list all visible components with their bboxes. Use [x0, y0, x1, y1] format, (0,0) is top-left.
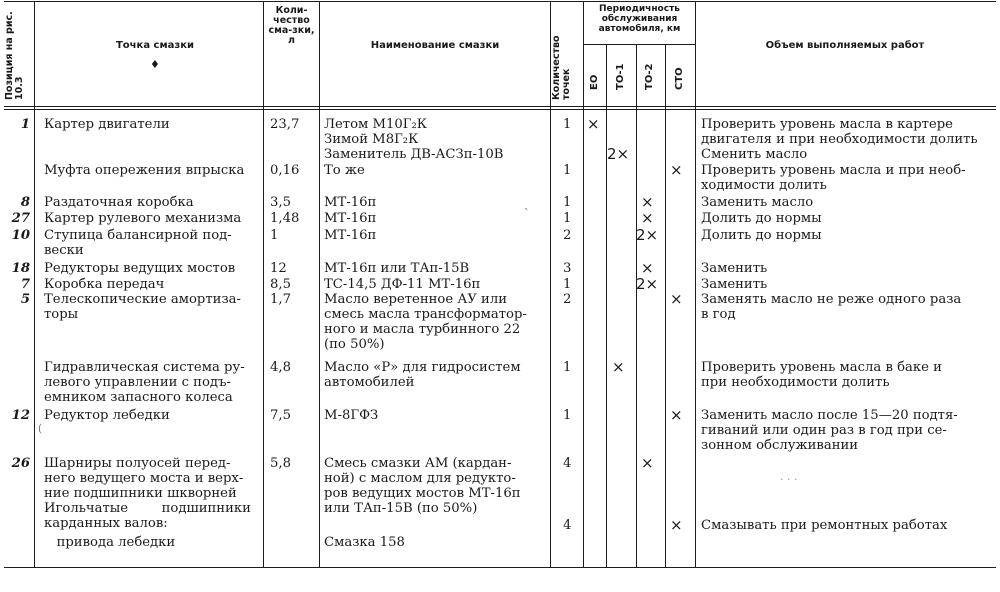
row11-name-6: Смазка 158: [324, 535, 405, 550]
row1-pos: 1: [20, 117, 30, 132]
header-work: Объем выполняемых работ: [765, 40, 925, 51]
row5-work: Долить до нормы: [701, 228, 822, 243]
col-rule-7: [636, 44, 637, 567]
table-top-rule: [4, 1, 996, 2]
row8-sto-mark: ×: [670, 290, 683, 308]
row5-point-2: вески: [44, 243, 84, 258]
row5-point-1: Ступица балансирной под-: [44, 228, 232, 243]
row7-qty: 8,5: [270, 277, 291, 292]
row8-name-2: смесь масла трансформатор-: [324, 307, 527, 322]
row1-name-1: Летом М10Г₂К: [324, 117, 428, 132]
header-sto: СТО: [674, 67, 685, 90]
row11-point-2: него ведущего моста и верх-: [44, 471, 244, 486]
row4-name: МТ-16п: [324, 211, 377, 226]
header-to1: ТО-1: [615, 63, 626, 90]
row9-point-3: емником запасного колеса: [44, 390, 233, 405]
row11-point-6: привода лебедки: [44, 535, 176, 550]
periodicity-sub-rule: [583, 44, 695, 45]
row10-work-2: гиваний или один раз в год при се-: [701, 423, 947, 438]
row11-name-4: или ТАп-15В (по 50%): [324, 501, 478, 516]
row1-name-3: Заменитель ДВ-АСЗп-10В: [324, 147, 504, 162]
header-eo: ЕО: [589, 74, 600, 90]
row4-work: Долить до нормы: [701, 211, 822, 226]
col-rule-6: [606, 44, 607, 567]
row9-name-2: автомобилей: [324, 375, 415, 390]
col-rule-3: [319, 1, 320, 567]
row7-point: Коробка передач: [44, 277, 165, 292]
row1-name-2: Зимой М8Г₂К: [324, 132, 419, 147]
col-rule-8: [665, 44, 666, 567]
row2-work-3: ходимости долить: [701, 178, 827, 193]
row11-name-1: Смесь смазки АМ (кардан-: [324, 456, 512, 471]
row9-point-1: Гидравлическая система ру-: [44, 360, 245, 375]
row6-point: Редукторы ведущих мостов: [44, 261, 236, 276]
col-rule-5: [583, 1, 584, 567]
row8-work-2: в год: [701, 307, 736, 322]
header-to2: ТО-2: [644, 63, 655, 90]
row4-qty: 1,48: [270, 211, 300, 226]
header-mark: ♦: [150, 58, 160, 71]
row3-to2-mark: ×: [641, 193, 654, 211]
row6-to2-mark: ×: [641, 259, 654, 277]
header-name: Наименование смазки: [370, 40, 500, 51]
header-point: Точка смазки: [115, 40, 195, 51]
row8-cnt: 2: [563, 292, 572, 307]
table-bottom-rule: [4, 567, 996, 568]
row9-work-1: Проверить уровень масла в баке и: [701, 360, 942, 375]
row5-pos: 10: [11, 228, 30, 243]
scan-speck: . . .: [780, 470, 798, 483]
row7-work: Заменить: [701, 277, 768, 292]
row1-work-3: Сменить масло: [701, 147, 808, 162]
row9-to1-mark: ×: [612, 358, 625, 376]
row10-work-1: Заменить масло после 15—20 подтя-: [701, 408, 958, 423]
row5-cnt: 2: [563, 228, 572, 243]
header-points-count: Количество точек: [551, 35, 572, 100]
row1-eo-mark: ×: [587, 115, 600, 133]
row6-work: Заменить: [701, 261, 768, 276]
row10-qty: 7,5: [270, 408, 291, 423]
row2-name: То же: [324, 163, 365, 178]
row3-qty: 3,5: [270, 195, 291, 210]
header-position: Позиция на рис. 10.3: [4, 11, 25, 100]
row5-qty: 1: [270, 228, 279, 243]
row6-cnt: 3: [563, 261, 572, 276]
row10-point: Редуктор лебедки: [44, 408, 170, 423]
row10-name: М-8ГФЗ: [324, 408, 379, 423]
header-double-rule: [4, 109, 996, 110]
row7-to2-mark: 2×: [636, 275, 659, 293]
row11-point-1: Шарниры полуосей перед-: [44, 456, 231, 471]
row10-sto-mark: ×: [670, 406, 683, 424]
row3-cnt: 1: [563, 195, 572, 210]
row11-point-3: ние подшипники шкворней: [44, 486, 237, 501]
col-rule-9: [695, 1, 696, 567]
scan-speck: (: [38, 422, 43, 435]
row11-point-4: Игольчатые подшипники: [44, 501, 251, 516]
row8-work-1: Заменять масло не реже одного раза: [701, 292, 962, 307]
row4-pos: 27: [11, 211, 30, 226]
row10-cnt: 1: [563, 408, 572, 423]
row11-cnt2: 4: [563, 518, 572, 533]
row2-qty: 0,16: [270, 163, 300, 178]
row9-point-2: левого управлении с подъ-: [44, 375, 231, 390]
row11-work: Смазывать при ремонтных работах: [701, 518, 948, 533]
col-rule-2: [263, 1, 264, 567]
row5-to2-mark: 2×: [636, 226, 659, 244]
row4-to2-mark: ×: [641, 209, 654, 227]
row9-name-1: Масло «Р» для гидросистем: [324, 360, 521, 375]
row6-name: МТ-16п или ТАп-15В: [324, 261, 470, 276]
row3-pos: 8: [20, 195, 30, 210]
row2-point: Муфта опережения впрыска: [44, 163, 245, 178]
row1-work-2: двигателя и при необходимости долить: [701, 132, 978, 147]
row9-work-2: при необходимости долить: [701, 375, 890, 390]
scan-speck: `: [524, 207, 530, 220]
header-periodicity: Периодичность обслуживания автомобиля, км: [598, 4, 681, 34]
row6-pos: 18: [11, 261, 30, 276]
row11-sto-mark: ×: [670, 516, 683, 534]
row11-point-5: карданных валов:: [44, 516, 168, 531]
row11-to2-mark: ×: [641, 454, 654, 472]
row7-pos: 7: [20, 277, 30, 292]
row11-name-3: ров ведущих мостов МТ-16п: [324, 486, 521, 501]
row11-pos: 26: [11, 456, 30, 471]
row10-work-3: зонном обслуживании: [701, 438, 859, 453]
row4-cnt: 1: [563, 211, 572, 226]
row8-point-2: торы: [44, 307, 79, 322]
row11-qty: 5,8: [270, 456, 291, 471]
row3-point: Раздаточная коробка: [44, 195, 194, 210]
row8-name-3: ного и масла турбинного 22: [324, 322, 521, 337]
row1-qty: 23,7: [270, 117, 300, 132]
row1-cnt: 1: [563, 117, 572, 132]
header-quantity: Коли-чество сма-зки, л: [268, 5, 315, 46]
row8-qty: 1,7: [270, 292, 291, 307]
row8-pos: 5: [20, 292, 30, 307]
row7-name: ТС-14,5 ДФ-11 МТ-16п: [324, 277, 481, 292]
row10-pos: 12: [11, 408, 30, 423]
row3-work: Заменить масло: [701, 195, 814, 210]
row5-name: МТ-16п: [324, 228, 377, 243]
row2-cnt: 1: [563, 163, 572, 178]
row11-name-2: ной) с маслом для редукто-: [324, 471, 516, 486]
row9-qty: 4,8: [270, 360, 291, 375]
col-rule-1: [34, 1, 35, 567]
row8-name-4: (по 50%): [324, 337, 385, 352]
row1-point: Картер двигатели: [44, 117, 170, 132]
row11-cnt: 4: [563, 456, 572, 471]
row9-cnt: 1: [563, 360, 572, 375]
row2-sto-mark: ×: [670, 161, 683, 179]
row1-work-1: Проверить уровень масла в картере: [701, 117, 953, 132]
row6-qty: 12: [270, 261, 287, 276]
row1-to1-mark: 2×: [607, 145, 630, 163]
row4-point: Картер рулевого механизма: [44, 211, 242, 226]
row8-name-1: Масло веретенное АУ или: [324, 292, 508, 307]
row2-work-2: Проверить уровень масла и при необ-: [701, 163, 966, 178]
row8-point-1: Телескопические амортиза-: [44, 292, 241, 307]
row3-name: МТ-16п: [324, 195, 377, 210]
header-bottom-rule: [4, 106, 996, 107]
row7-cnt: 1: [563, 277, 572, 292]
